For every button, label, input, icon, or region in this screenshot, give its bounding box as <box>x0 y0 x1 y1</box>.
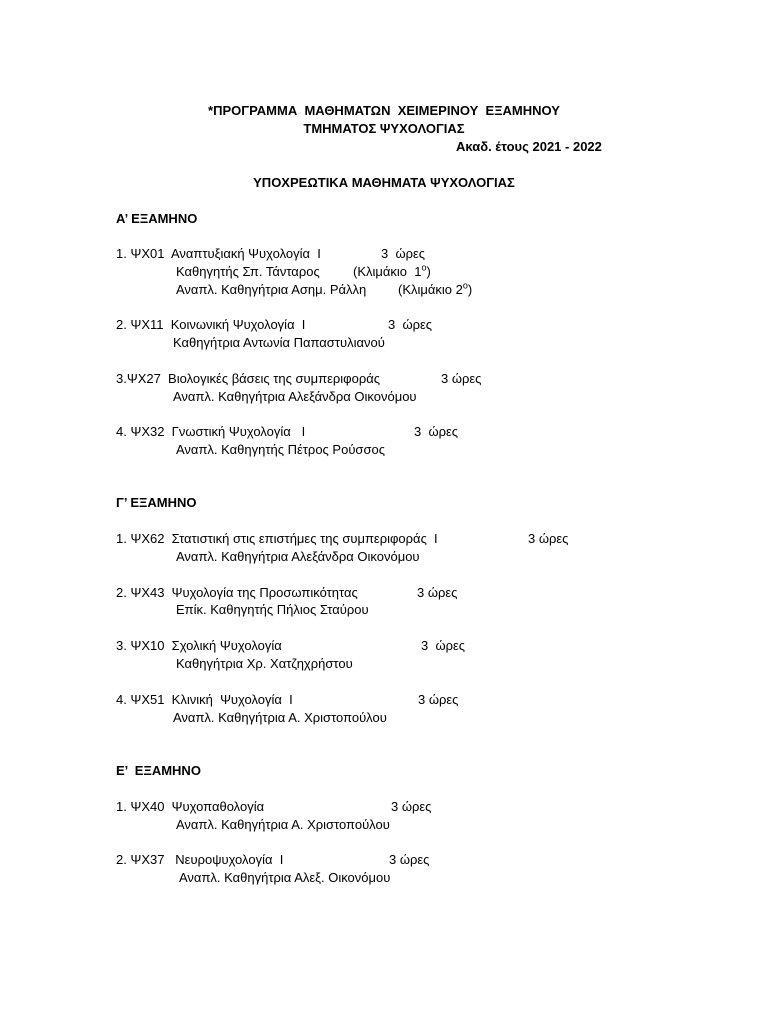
course-instructor: Καθηγητής Σπ. Τάνταρος <box>176 264 320 279</box>
course-title: 2. ΨΧ37 Νευροψυχολογία Ι <box>116 852 284 867</box>
course-title: 4. ΨΧ51 Κλινική Ψυχολογία Ι <box>116 692 293 707</box>
course-instructor: Αναπλ. Καθηγήτρια Ασημ. Ράλλη <box>176 282 367 297</box>
course-title: 2. ΨΧ43 Ψυχολογία της Προσωπικότητας <box>116 585 358 600</box>
course-hours: 3 ώρες <box>381 246 426 261</box>
course-instructor: Αναπλ. Καθηγήτρια Αλεξάνδρα Οικονόμου <box>176 549 420 564</box>
document-title-line1: *ΠΡΟΓΡΑΜΜΑ ΜΑΘΗΜΑΤΩΝ ΧΕΙΜΕΡΙΝΟΥ ΕΞΑΜΗΝΟΥ <box>208 103 560 118</box>
course-hours: 3 ώρες <box>417 585 458 600</box>
semester-heading-e: Ε’ ΕΞΑΜΗΝΟ <box>116 763 201 778</box>
course-title: 2. ΨΧ11 Κοινωνική Ψυχολογία Ι <box>116 317 306 332</box>
course-hours: 3 ώρες <box>391 799 432 814</box>
course-hours: 3 ώρες <box>389 852 430 867</box>
semester-heading-a: Α’ ΕΞΑΜΗΝΟ <box>116 211 198 226</box>
course-title: 3.ΨΧ27 Βιολογικές βάσεις της συμπεριφοράς <box>116 371 381 386</box>
course-title: 4. ΨΧ32 Γνωστική Ψυχολογία Ι <box>116 424 306 439</box>
course-hours: 3 ώρες <box>418 692 459 707</box>
course-hours: 3 ώρες <box>414 424 459 439</box>
course-instructor: Αναπλ. Καθηγήτρια Α. Χριστοπούλου <box>176 817 390 832</box>
course-instructor: Επίκ. Καθηγητής Πήλιος Σταύρου <box>176 602 369 617</box>
course-room: (Κλιμάκιο $2^o$) <box>398 280 473 297</box>
section-title: ΥΠΟΧΡΕΩΤΙΚΑ ΜΑΘΗΜΑΤΑ ΨΥΧΟΛΟΓΙΑΣ <box>253 175 515 190</box>
course-instructor: Καθηγήτρια Αντωνία Παπαστυλιανού <box>173 335 385 350</box>
course-instructor: Αναπλ. Καθηγητής Πέτρος Ρούσσος <box>176 442 385 457</box>
course-instructor: Αναπλ. Καθηγήτρια Α. Χριστοπούλου <box>173 710 387 725</box>
course-hours: 3 ώρες <box>528 531 569 546</box>
semester-heading-c: Γ’ ΕΞΑΜΗΝΟ <box>116 495 197 510</box>
course-title: 3. ΨΧ10 Σχολική Ψυχολογία <box>116 638 282 653</box>
course-instructor: Καθηγήτρια Χρ. Χατζηχρήστου <box>176 656 353 671</box>
course-room: (Κλιμάκιο $1^o$) <box>353 262 431 279</box>
course-instructor: Αναπλ. Καθηγήτρια Αλεξ. Οικονόμου <box>179 870 391 885</box>
course-title: 1. ΨΧ01 Αναπτυξιακή Ψυχολογία Ι <box>116 246 321 261</box>
course-instructor: Αναπλ. Καθηγήτρια Αλεξάνδρα Οικονόμου <box>173 389 417 404</box>
course-hours: 3 ώρες <box>421 638 466 653</box>
document-title-line2: ΤΜΗΜΑΤΟΣ ΨΥΧΟΛΟΓΙΑΣ <box>303 121 465 136</box>
academic-year: Ακαδ. έτους 2021 - 2022 <box>456 139 602 154</box>
course-title: 1. ΨΧ40 Ψυχοπαθολογία <box>116 799 265 814</box>
course-hours: 3 ώρες <box>441 371 482 386</box>
course-hours: 3 ώρες <box>388 317 433 332</box>
course-title: 1. ΨΧ62 Στατιστική στις επιστήμες της συμπεριφοράς Ι <box>116 531 438 546</box>
